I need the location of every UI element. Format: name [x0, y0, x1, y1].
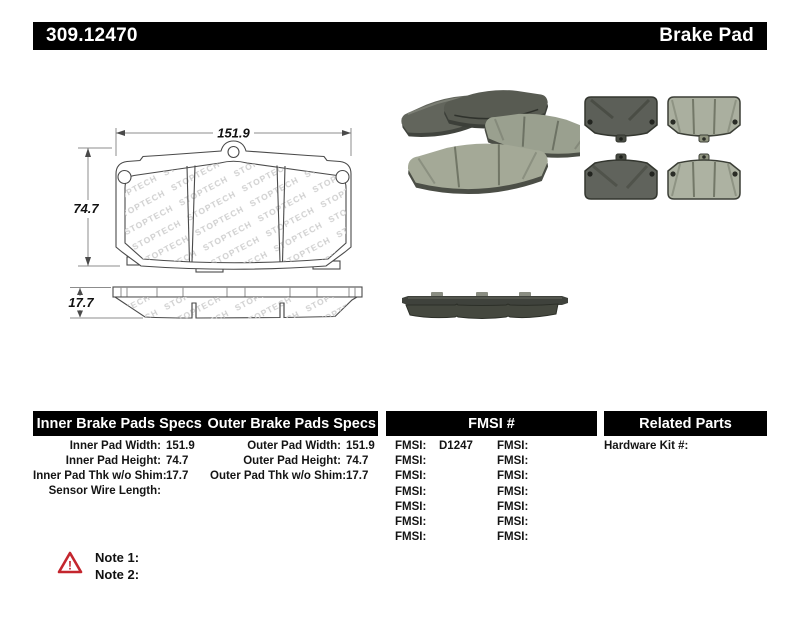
header-bar [33, 22, 767, 50]
fmsi-column-1 [395, 439, 473, 545]
notes-block [95, 549, 145, 583]
fmsi-row: FMSI: [497, 515, 529, 528]
technical-drawing [50, 115, 380, 340]
spec-row: Inner Pad Height: 74.7 [65, 455, 189, 467]
fmsi-row: FMSI: [395, 515, 427, 528]
part-number: 309.12470 [46, 25, 138, 46]
fmsi-row: FMSI: [497, 500, 529, 513]
pads-flat-photo [578, 88, 758, 206]
pad-photo-item [402, 292, 568, 319]
fmsi-row: FMSI: [395, 470, 427, 483]
pads-perspective-photo [395, 86, 580, 206]
warning-icon [57, 551, 83, 575]
spec-row: Inner Pad Thk w/o Shim: 17.7 [33, 470, 189, 482]
outer-specs-column [210, 439, 390, 484]
fmsi-row: FMSI: [497, 440, 529, 452]
fmsi-row: FMSI: [395, 455, 427, 468]
spec-row: Outer Pad Width: 151.9 [247, 440, 375, 452]
abutment-hole [336, 171, 349, 184]
inner-specs-column [33, 439, 210, 499]
fmsi-column-2 [497, 439, 541, 545]
related-parts-header-bar [604, 411, 767, 436]
page-title: Brake Pad [659, 25, 754, 46]
related-row: Hardware Kit #: [604, 440, 689, 452]
pad-photo-item [585, 97, 657, 142]
spec-row: Sensor Wire Length: [48, 485, 161, 497]
inner-specs-header: Inner Brake Pads Specs [36, 415, 202, 432]
fmsi-header: FMSI # [468, 415, 515, 432]
related-parts-column [604, 439, 693, 454]
pad-photo-item [407, 140, 549, 197]
outer-specs-header: Outer Brake Pads Specs [207, 415, 376, 432]
pad-photo-item [668, 154, 740, 199]
pad-photo-item [585, 154, 657, 199]
center-pin-hole [228, 147, 239, 158]
spec-row: Inner Pad Width: 151.9 [69, 440, 195, 452]
fmsi-row: FMSI: [395, 485, 427, 498]
abutment-hole [118, 171, 131, 184]
front-view [110, 135, 355, 275]
fmsi-row: FMSI: [497, 455, 529, 468]
pad-edge-photo [400, 290, 570, 322]
fmsi-row: FMSI: [497, 485, 529, 498]
note-row: Note 2: [95, 567, 140, 582]
width-dimension-label: 151.9 [217, 125, 250, 141]
fmsi-row: FMSI: D1247 [395, 440, 473, 452]
fmsi-row: FMSI: [497, 470, 529, 483]
height-dimension-label: 74.7 [73, 201, 99, 216]
note-row: Note 1: [95, 550, 140, 565]
fmsi-row: FMSI: [395, 500, 427, 513]
related-parts-header: Related Parts [639, 415, 732, 432]
fmsi-header-bar [386, 411, 597, 436]
thickness-dimension-label: 17.7 [68, 295, 94, 310]
fmsi-row: FMSI: [395, 531, 427, 544]
pad-photo-item [668, 97, 740, 142]
spec-row: Outer Pad Height: 74.7 [243, 455, 369, 467]
warning-glyph: ! [68, 558, 72, 573]
side-view [110, 287, 362, 321]
specs-header-bar [33, 411, 378, 436]
fmsi-row: FMSI: [497, 531, 529, 544]
spec-row: Outer Pad Thk w/o Shim: 17.7 [210, 470, 369, 482]
height-dimension [73, 148, 120, 266]
